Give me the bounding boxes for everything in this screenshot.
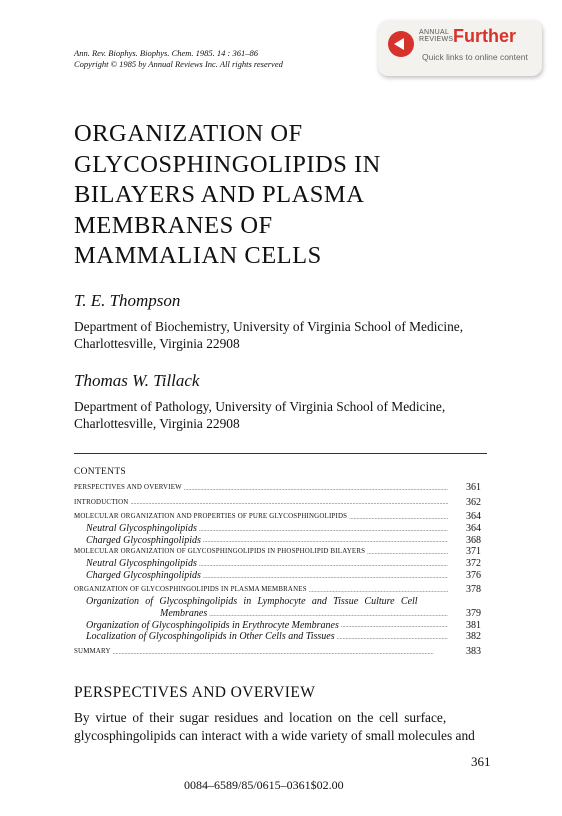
toc-page: 381 bbox=[466, 619, 481, 631]
badge-further-label: Further bbox=[453, 26, 516, 46]
toc-leader bbox=[130, 499, 448, 508]
toc-label: Neutral Glycosphingolipids bbox=[86, 558, 197, 570]
toc-page: 364 bbox=[466, 511, 481, 523]
toc-label: MOLECULAR ORGANIZATION AND PROPERTIES OF PURE GLYCOSPHINGOLIPIDS bbox=[74, 513, 348, 521]
title-line: BILAYERS AND PLASMA bbox=[74, 181, 365, 208]
toc-page: 379 bbox=[466, 607, 481, 619]
toc-entry[interactable] bbox=[74, 497, 488, 509]
toc-label: Localization of Glycosphingolipids in Other Cells and Tissues bbox=[86, 631, 335, 643]
toc-leader bbox=[341, 622, 448, 631]
toc-page: 378 bbox=[466, 584, 481, 596]
toc-leader bbox=[349, 514, 448, 523]
toc-entry[interactable] bbox=[74, 535, 488, 547]
affiliation-line: Charlottesville, Virginia 22908 bbox=[74, 416, 240, 431]
table-of-contents bbox=[74, 482, 488, 658]
toc-leader bbox=[367, 549, 448, 558]
toc-entry[interactable] bbox=[74, 631, 488, 643]
toc-entry[interactable] bbox=[74, 570, 488, 582]
toc-page: 361 bbox=[466, 481, 481, 493]
toc-label: Organization of Glycosphingolipids in Lymphocyte and Tissue Culture Cell bbox=[86, 596, 418, 608]
toc-page: 372 bbox=[466, 558, 481, 570]
toc-leader bbox=[199, 526, 448, 535]
toc-page: 362 bbox=[466, 496, 481, 508]
article-title bbox=[74, 119, 494, 272]
author-name: T. E. Thompson bbox=[74, 291, 181, 310]
toc-label: Membranes bbox=[160, 607, 208, 619]
toc-leader bbox=[199, 561, 448, 570]
footer-code: 0084–6589/85/0615–0361$02.00 bbox=[184, 778, 344, 792]
affiliation-line: Department of Biochemistry, University of Virginia School of Medicine, bbox=[74, 319, 464, 334]
divider-rule bbox=[74, 453, 487, 454]
affiliation-line: Charlottesville, Virginia 22908 bbox=[74, 336, 240, 351]
title-line: MEMBRANES OF bbox=[74, 211, 273, 239]
toc-label: PERSPECTIVES AND OVERVIEW bbox=[74, 483, 182, 491]
toc-label: ORGANIZATION OF GLYCOSPHINGOLIPIDS IN PLASMA MEMBRANES bbox=[74, 586, 307, 594]
toc-entry[interactable] bbox=[74, 546, 488, 558]
citation-line-journal: Ann. Rev. Biophys. Biophys. Chem. 1985. 14 : 361–86 bbox=[74, 48, 258, 58]
toc-label: Charged Glycosphingolipids bbox=[86, 569, 201, 581]
affiliation-line: Department of Pathology, University of Virginia School of Medicine, bbox=[74, 399, 446, 414]
toc-entry[interactable] bbox=[74, 523, 488, 535]
toc-leader bbox=[184, 485, 448, 494]
badge-annual-label: ANNUAL bbox=[419, 29, 450, 36]
toc-entry[interactable] bbox=[74, 482, 488, 494]
toc-leader bbox=[337, 634, 448, 643]
toc-entry[interactable] bbox=[74, 585, 488, 597]
toc-entry[interactable] bbox=[74, 596, 488, 608]
toc-entry[interactable] bbox=[74, 620, 488, 632]
title-line: ORGANIZATION OF bbox=[74, 120, 303, 147]
toc-page: 376 bbox=[466, 569, 481, 581]
toc-leader bbox=[209, 611, 448, 620]
toc-label: MOLECULAR ORGANIZATION OF GLYCOSPHINGOLIPIDS IN PHOSPHOLIPID BILAYERS bbox=[74, 548, 366, 556]
toc-label: Neutral Glycosphingolipids bbox=[86, 523, 197, 535]
toc-label: Organization of Glycosphingolipids in Erythrocyte Membranes bbox=[86, 619, 339, 631]
badge-subtitle: Quick links to online content bbox=[422, 52, 528, 62]
page-number: 361 bbox=[471, 754, 491, 769]
toc-page: 364 bbox=[466, 523, 481, 535]
badge-publisher bbox=[419, 29, 453, 43]
toc-leader bbox=[309, 587, 448, 596]
toc-entry[interactable] bbox=[74, 558, 488, 570]
title-line: GLYCOSPHINGOLIPIDS IN bbox=[74, 150, 381, 178]
badge-reviews-label: REVIEWS bbox=[419, 36, 454, 43]
author-affiliation bbox=[74, 318, 490, 352]
toc-entry-continued[interactable] bbox=[74, 608, 488, 620]
body-paragraph bbox=[74, 709, 489, 745]
citation-block bbox=[74, 48, 283, 70]
toc-label: Charged Glycosphingolipids bbox=[86, 534, 201, 546]
play-left-icon bbox=[388, 31, 414, 57]
citation-line-copyright: Copyright © 1985 by Annual Reviews Inc. All rights reserved bbox=[74, 59, 283, 69]
body-line: By virtue of their sugar residues and location on the cell surface, bbox=[74, 710, 447, 725]
toc-page: 383 bbox=[466, 645, 481, 657]
toc-leader bbox=[203, 573, 448, 582]
toc-entry[interactable] bbox=[74, 511, 488, 523]
author-name: Thomas W. Tillack bbox=[74, 371, 200, 390]
title-line: MAMMALIAN CELLS bbox=[74, 242, 322, 269]
toc-leader bbox=[203, 537, 448, 546]
toc-label: INTRODUCTION bbox=[74, 498, 129, 506]
toc-page: 371 bbox=[466, 546, 481, 558]
contents-heading: CONTENTS bbox=[74, 467, 127, 477]
toc-page: 382 bbox=[466, 631, 481, 643]
section-heading: PERSPECTIVES AND OVERVIEW bbox=[74, 684, 316, 701]
toc-page: 368 bbox=[466, 534, 481, 546]
toc-leader bbox=[113, 649, 448, 658]
author-affiliation bbox=[74, 398, 490, 432]
toc-entry[interactable] bbox=[74, 646, 488, 658]
body-line: glycosphingolipids can interact with a wide variety of small molecules and bbox=[74, 728, 475, 743]
further-badge[interactable] bbox=[378, 20, 542, 76]
toc-label: SUMMARY bbox=[74, 647, 111, 655]
